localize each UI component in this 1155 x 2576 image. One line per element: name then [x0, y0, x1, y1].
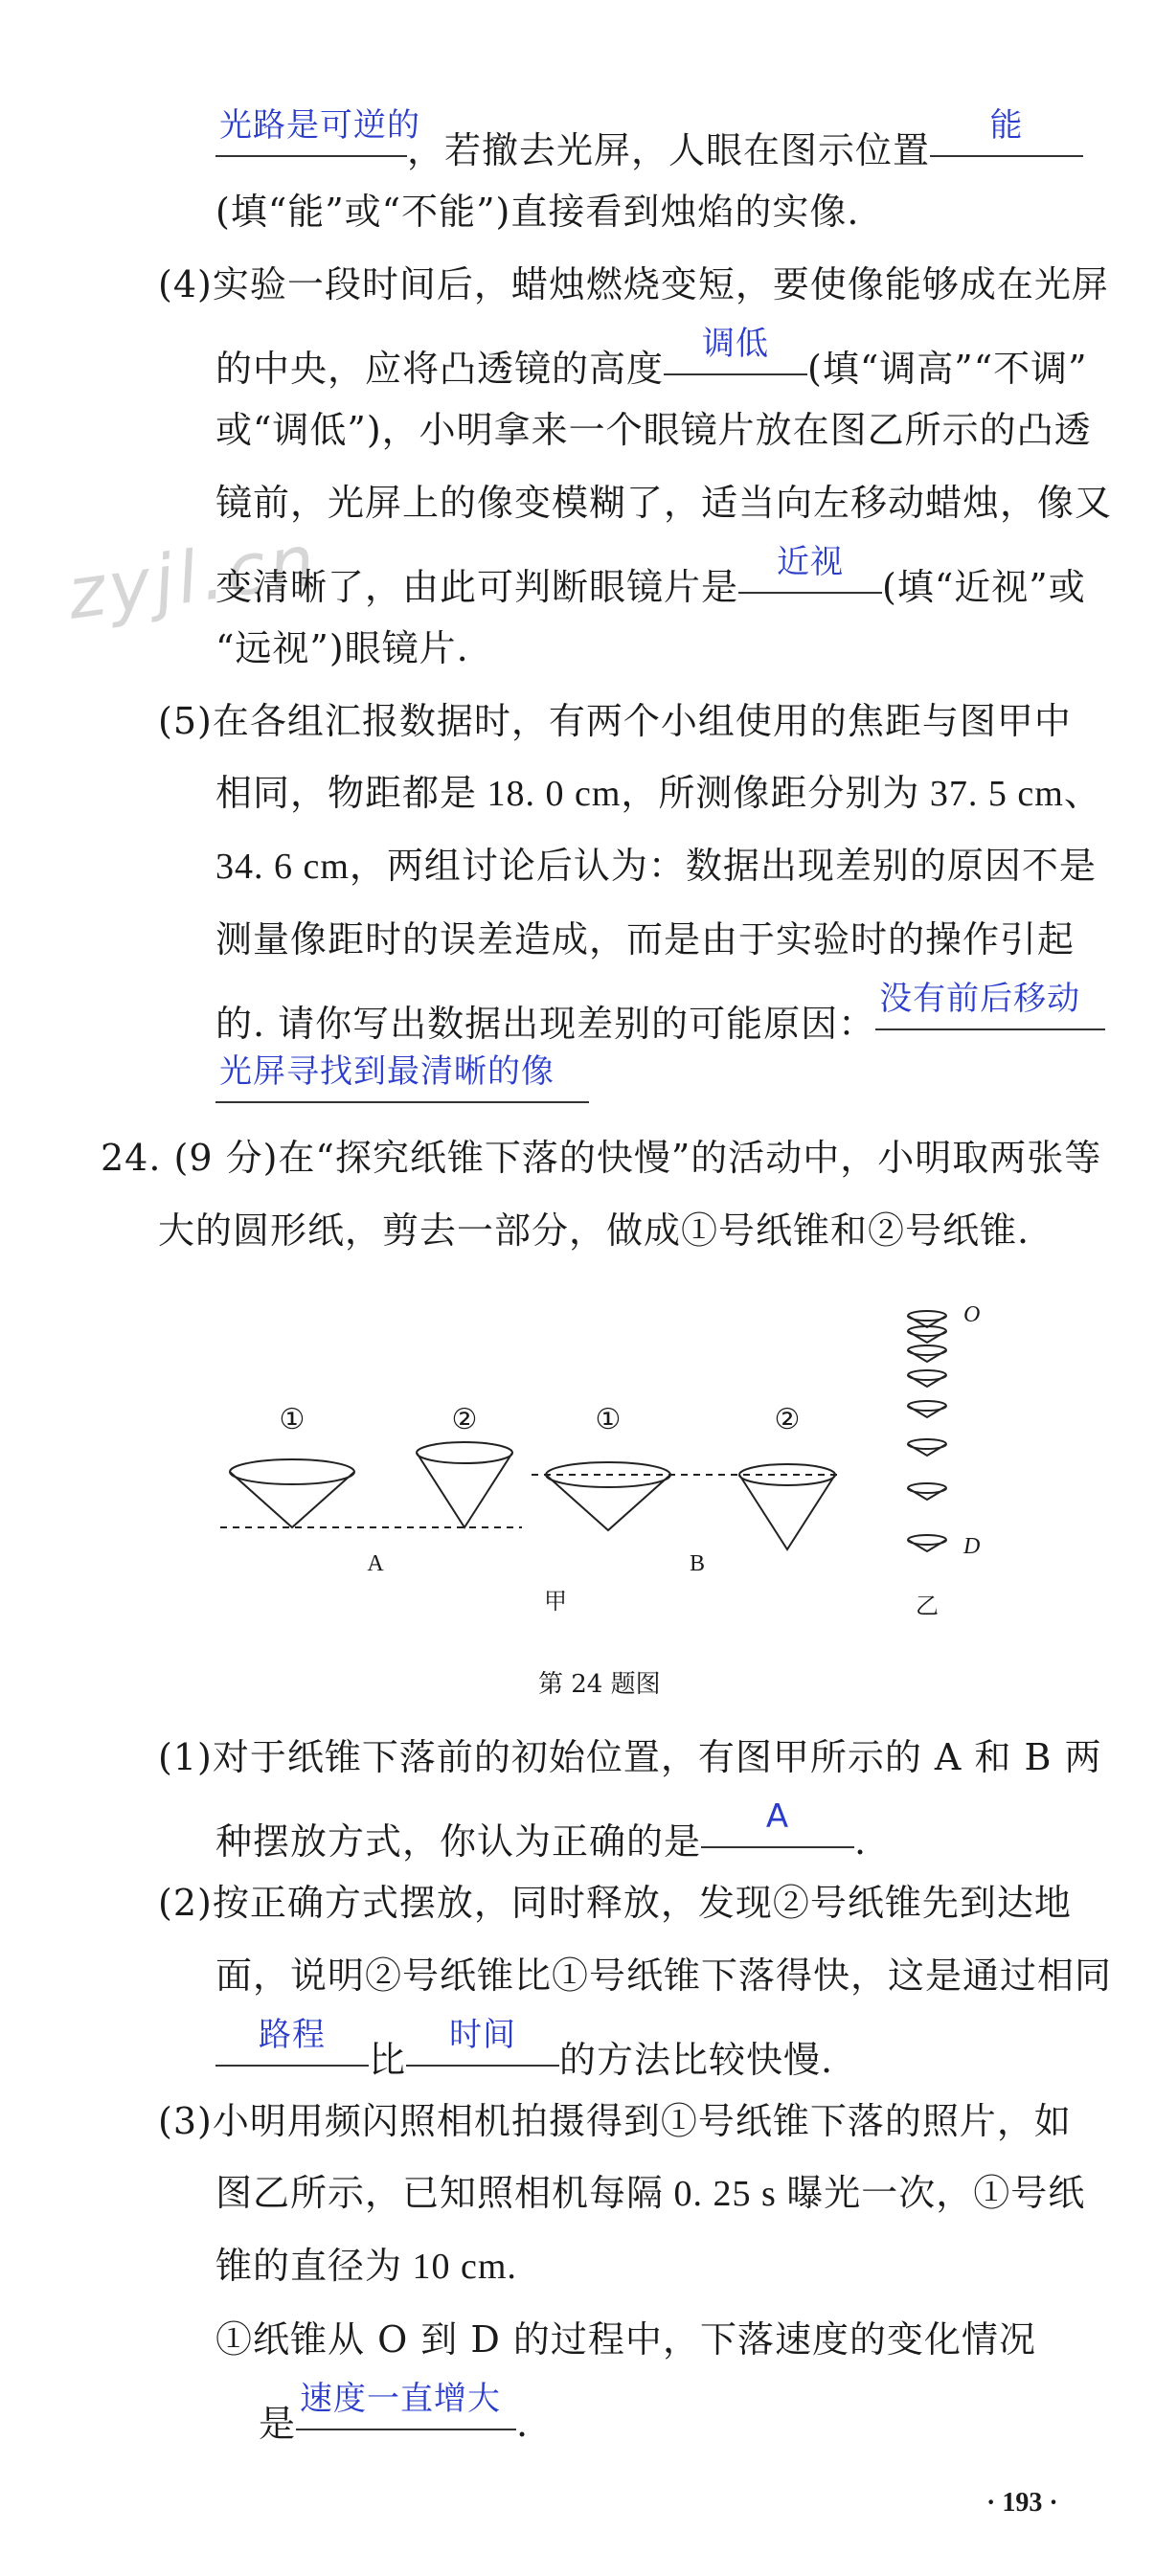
answer-blank[interactable] — [738, 543, 882, 599]
q24-line-2: 大的圆形纸，剪去一部分，做成①号纸锥和②号纸锥. — [158, 1209, 1030, 1252]
handwritten-answer: 没有前后移动 — [879, 980, 1081, 1018]
text: 种摆放方式，你认为正确的是 — [215, 1820, 702, 1863]
text: 的方法比较快慢. — [559, 2039, 834, 2081]
label-jia: 甲 — [544, 1590, 567, 1615]
cone-2-A — [417, 1442, 512, 1463]
q24-part1-line-2 — [215, 1797, 868, 1865]
falling-cone — [908, 1401, 946, 1417]
answer-blank[interactable] — [296, 2380, 516, 2436]
label-yi: 乙 — [916, 1594, 939, 1619]
falling-cone — [908, 1326, 946, 1343]
q23-part4-line-6: “远视”)眼镜片. — [215, 627, 469, 669]
q24-part3-line-2: 图乙所示，已知照相机每隔 0. 25 s 曝光一次，①号纸 — [215, 2174, 1086, 2214]
q23-part4-line-1: (4)实验一段时间后，蜡烛燃烧变短，要使像能够成在光屏 — [158, 263, 1109, 305]
q24-part3-sub1-line-1: ①纸锥从 O 到 D 的过程中，下落速度的变化情况 — [215, 2318, 1036, 2361]
falling-cone — [908, 1439, 946, 1456]
answer-blank[interactable] — [215, 2016, 369, 2072]
q24-part1-line-1: (1)对于纸锥下落前的初始位置，有图甲所示的 A 和 B 两 — [158, 1736, 1102, 1778]
answer-blank[interactable] — [875, 980, 1105, 1036]
q23-part5-line-1: (5)在各组汇报数据时，有两个小组使用的焦距与图甲中 — [158, 700, 1072, 742]
label-cone1-A: ① — [279, 1404, 306, 1435]
q23-line-2: (填“能”或“不能”)直接看到烛焰的实像. — [215, 191, 860, 233]
q24-part2-line-2: 面，说明②号纸锥比①号纸锥下落得快，这是通过相同 — [215, 1955, 1113, 1997]
label-cone2-B: ② — [774, 1404, 801, 1435]
text: ，若撤去光屏，人眼在图示位置 — [407, 129, 931, 171]
q24-figure — [0, 1283, 1155, 1647]
text: . — [516, 2403, 530, 2445]
q23-part5-line-4: 测量像距时的误差造成，而是由于实验时的操作引起 — [215, 918, 1076, 960]
text: 的中央，应将凸透镜的高度 — [215, 348, 665, 390]
q23-part5-line-5 — [215, 980, 1105, 1048]
handwritten-answer: 速度一直增大 — [300, 2380, 502, 2418]
answer-blank[interactable] — [930, 106, 1083, 163]
falling-cones — [908, 1311, 946, 1551]
text: 比 — [369, 2039, 407, 2081]
q24-part3-line-3: 锥的直径为 10 cm. — [215, 2247, 517, 2287]
q24-part2-line-1: (2)按正确方式摆放，同时释放，发现②号纸锥先到达地 — [158, 1882, 1072, 1924]
handwritten-answer: A — [765, 1797, 790, 1836]
q24-part3-line-1: (3)小明用频闪照相机拍摄得到①号纸锥下落的照片，如 — [158, 2100, 1072, 2142]
falling-cone — [908, 1311, 946, 1327]
handwritten-answer: 能 — [989, 106, 1024, 145]
text: (填“近视”或 — [882, 566, 1086, 608]
text: . — [854, 1820, 868, 1863]
q23-part5-line-2: 相同，物距都是 18. 0 cm，所测像距分别为 37. 5 cm、 — [215, 774, 1101, 814]
answer-blank[interactable] — [215, 106, 420, 163]
q23-part5-line-3: 34. 6 cm，两组讨论后认为：数据出现差别的原因不是 — [215, 847, 1097, 887]
answer-blank[interactable] — [215, 1052, 589, 1109]
figure-caption: 第 24 题图 — [538, 1670, 661, 1699]
falling-cone — [908, 1370, 946, 1387]
text: 的. 请你写出数据出现差别的可能原因： — [215, 1003, 876, 1045]
label-A: A — [367, 1551, 384, 1576]
q24-line-1: 24. (9 分)在“探究纸锥下落的快慢”的活动中，小明取两张等 — [101, 1137, 1102, 1179]
label-cone2-A: ② — [451, 1404, 478, 1435]
label-D: D — [963, 1534, 981, 1559]
handwritten-answer: 时间 — [449, 2016, 517, 2054]
label-B: B — [689, 1551, 706, 1576]
text: (填“调高”“不调” — [807, 348, 1088, 390]
handwritten-answer: 调低 — [702, 325, 770, 363]
q23-part4-line-3: 或“调低”)，小明拿来一个眼镜片放在图乙所示的凸透 — [215, 409, 1092, 451]
q24-part2-line-3 — [215, 2016, 834, 2084]
q23-part5-line-6 — [215, 1052, 589, 1120]
falling-cone — [908, 1483, 946, 1500]
answer-blank[interactable] — [701, 1797, 854, 1854]
q23-part4-line-4: 镜前，光屏上的像变模糊了，适当向左移动蜡烛，像又 — [215, 482, 1113, 524]
label-O: O — [963, 1302, 981, 1327]
falling-cone — [908, 1535, 946, 1551]
handwritten-answer: 近视 — [777, 543, 845, 581]
falling-cone — [908, 1345, 946, 1362]
q23-part4-line-2 — [215, 325, 1088, 393]
cone-1-A — [230, 1459, 354, 1484]
handwritten-answer: 光屏寻找到最清晰的像 — [219, 1052, 555, 1091]
page-number: · 193 · — [986, 2488, 1058, 2518]
q24-part3-sub1-line-2 — [259, 2380, 530, 2448]
handwritten-answer: 光路是可逆的 — [219, 106, 420, 145]
answer-blank[interactable] — [664, 325, 807, 381]
answer-blank[interactable] — [406, 2016, 559, 2072]
text: 变清晰了，由此可判断眼镜片是 — [215, 566, 739, 608]
text: 是 — [259, 2403, 297, 2445]
handwritten-answer: 路程 — [259, 2016, 326, 2054]
q23-part4-line-5 — [215, 543, 1086, 611]
label-cone1-B: ① — [595, 1404, 622, 1435]
q23-line-1 — [215, 106, 1083, 174]
watermark: zyjl.cn — [62, 519, 324, 636]
